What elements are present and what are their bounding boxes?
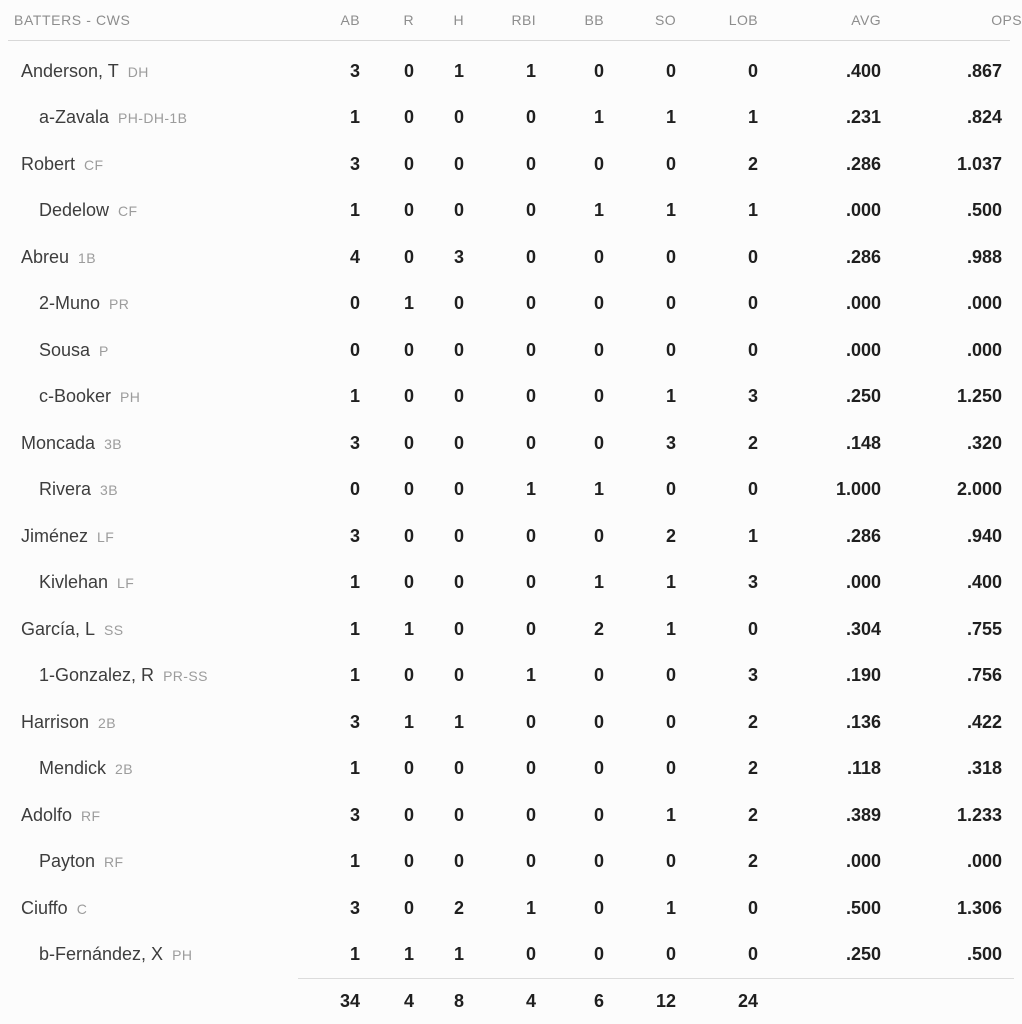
- table-title: BATTERS - CWS: [14, 12, 131, 28]
- stat-cell-ab: 1: [349, 758, 360, 779]
- player-name-link[interactable]: Robert: [21, 153, 76, 174]
- batter-row: [0, 420, 1022, 467]
- player-cell: [0, 944, 300, 965]
- stat-cell-lob: 0: [747, 60, 758, 81]
- stat-cell-bb: 0: [593, 60, 604, 81]
- stat-cell-rbi: 0: [525, 432, 536, 453]
- batter-row: [0, 932, 1022, 979]
- col-header-r: R: [403, 12, 414, 28]
- player-cell: [0, 665, 300, 686]
- stat-cell-lob: 0: [747, 897, 758, 918]
- col-header-ops: OPS: [991, 12, 1022, 28]
- player-name-link[interactable]: Anderson, T: [21, 60, 119, 81]
- player-position-label: SS: [104, 621, 124, 638]
- batter-row: [0, 188, 1022, 235]
- player-cell: [0, 898, 300, 919]
- stat-cell-bb: 1: [593, 200, 604, 221]
- stat-cell-ab: 3: [349, 525, 360, 546]
- stat-cell-h: 0: [453, 107, 464, 128]
- player-cell: [0, 107, 300, 128]
- player-position-label: CF: [84, 156, 104, 173]
- player-name-link[interactable]: Moncada: [21, 432, 96, 453]
- stat-cell-avg: 1.000: [835, 479, 881, 500]
- batter-row: [0, 746, 1022, 793]
- stat-cell-bb: 0: [593, 525, 604, 546]
- player-position-label: 2B: [98, 714, 116, 731]
- batter-row: [0, 560, 1022, 607]
- player-name-link[interactable]: Ciuffo: [21, 897, 68, 918]
- player-position-label: DH: [127, 63, 149, 80]
- stat-cell-h: 0: [453, 525, 464, 546]
- total-cell-h: 8: [453, 991, 464, 1011]
- col-header-avg: AVG: [851, 12, 881, 28]
- player-name-link[interactable]: Jiménez: [21, 525, 89, 546]
- player-name-link[interactable]: b-Fernández, X: [39, 944, 164, 965]
- player-name-link[interactable]: Abreu: [21, 246, 70, 267]
- player-position-label: PR: [109, 296, 130, 313]
- stat-cell-so: 1: [665, 200, 676, 221]
- stat-cell-ab: 3: [349, 897, 360, 918]
- stat-cell-rbi: 1: [525, 479, 536, 500]
- player-cell: [0, 758, 300, 779]
- stat-cell-avg: .304: [845, 618, 881, 639]
- stat-cell-bb: 0: [593, 386, 604, 407]
- stat-cell-h: 0: [453, 851, 464, 872]
- stat-cell-r: 0: [403, 200, 414, 221]
- stat-cell-lob: 0: [747, 479, 758, 500]
- stat-cell-h: 1: [453, 60, 464, 81]
- stat-cell-avg: .000: [845, 339, 881, 360]
- stat-cell-avg: .286: [845, 246, 881, 267]
- stat-cell-h: 0: [453, 618, 464, 639]
- stat-cell-avg: .250: [845, 386, 881, 407]
- col-header-bb: BB: [584, 12, 604, 28]
- stat-cell-so: 0: [665, 60, 676, 81]
- stat-cell-r: 0: [403, 107, 414, 128]
- stat-cell-h: 0: [453, 665, 464, 686]
- stat-cell-r: 0: [403, 386, 414, 407]
- stat-cell-rbi: 1: [525, 897, 536, 918]
- stat-cell-ops: .320: [966, 432, 1002, 453]
- stat-cell-r: 1: [403, 618, 414, 639]
- stat-cell-bb: 1: [593, 479, 604, 500]
- table-header-row: [0, 0, 1022, 40]
- stat-cell-r: 0: [403, 60, 414, 81]
- stat-cell-ab: 0: [349, 293, 360, 314]
- stat-cell-ops: .500: [966, 200, 1002, 221]
- stat-cell-so: 0: [665, 711, 676, 732]
- stat-cell-bb: 0: [593, 339, 604, 360]
- stat-cell-bb: 0: [593, 851, 604, 872]
- stat-cell-avg: .000: [845, 200, 881, 221]
- stat-cell-rbi: 0: [525, 572, 536, 593]
- stat-cell-avg: .400: [845, 60, 881, 81]
- stat-cell-rbi: 0: [525, 293, 536, 314]
- stat-cell-bb: 1: [593, 572, 604, 593]
- stat-cell-so: 0: [665, 665, 676, 686]
- stat-cell-lob: 2: [747, 804, 758, 825]
- player-position-label: 3B: [104, 435, 122, 452]
- stat-cell-r: 0: [403, 851, 414, 872]
- stat-cell-ops: .500: [966, 944, 1002, 965]
- player-position-label: PR-SS: [163, 668, 208, 685]
- batter-row: [0, 281, 1022, 328]
- total-cell-so: 12: [655, 991, 676, 1011]
- player-name-link[interactable]: 2-Muno: [39, 293, 101, 314]
- batter-row: [0, 467, 1022, 514]
- stat-cell-rbi: 0: [525, 200, 536, 221]
- player-position-label: 2B: [115, 761, 133, 778]
- stat-cell-r: 0: [403, 246, 414, 267]
- player-name-link[interactable]: Dedelow: [39, 200, 110, 221]
- stat-cell-lob: 2: [747, 851, 758, 872]
- stat-cell-ab: 1: [349, 572, 360, 593]
- col-header-lob: LOB: [728, 12, 758, 28]
- stat-cell-avg: .250: [845, 944, 881, 965]
- stat-cell-ab: 1: [349, 618, 360, 639]
- player-cell: [0, 712, 300, 733]
- stat-cell-lob: 3: [747, 386, 758, 407]
- stat-cell-r: 0: [403, 758, 414, 779]
- stat-cell-h: 1: [453, 711, 464, 732]
- batter-row: [0, 792, 1022, 839]
- stat-cell-so: 0: [665, 758, 676, 779]
- stat-cell-h: 0: [453, 572, 464, 593]
- player-cell: [0, 479, 300, 500]
- stat-cell-bb: 0: [593, 711, 604, 732]
- stat-cell-rbi: 1: [525, 60, 536, 81]
- player-cell: [0, 247, 300, 268]
- stat-cell-avg: .000: [845, 293, 881, 314]
- batter-row: [0, 653, 1022, 700]
- stat-cell-lob: 1: [747, 200, 758, 221]
- stat-cell-avg: .000: [845, 572, 881, 593]
- stat-cell-ab: 1: [349, 851, 360, 872]
- stat-cell-ops: 1.037: [956, 153, 1002, 174]
- player-position-label: LF: [117, 575, 135, 592]
- player-cell: [0, 200, 300, 221]
- player-cell: [0, 433, 300, 454]
- stat-cell-rbi: 0: [525, 246, 536, 267]
- player-name-link[interactable]: Mendick: [39, 758, 107, 779]
- player-position-label: CF: [118, 203, 138, 220]
- batter-row: [0, 606, 1022, 653]
- stat-cell-so: 0: [665, 944, 676, 965]
- stat-cell-bb: 0: [593, 246, 604, 267]
- stat-cell-lob: 1: [747, 107, 758, 128]
- player-position-label: 3B: [100, 482, 118, 499]
- player-cell: [0, 851, 300, 872]
- stat-cell-so: 3: [665, 432, 676, 453]
- stat-cell-r: 0: [403, 897, 414, 918]
- player-name-link[interactable]: Rivera: [39, 479, 92, 500]
- stat-cell-ab: 1: [349, 944, 360, 965]
- stat-cell-avg: .500: [845, 897, 881, 918]
- total-cell-r: 4: [403, 991, 414, 1011]
- stat-cell-avg: .118: [846, 758, 881, 779]
- stat-cell-rbi: 0: [525, 525, 536, 546]
- stat-cell-so: 1: [665, 386, 676, 407]
- player-name-link[interactable]: Payton: [39, 851, 96, 872]
- col-header-ab: AB: [340, 12, 360, 28]
- stat-cell-r: 1: [403, 944, 414, 965]
- stat-cell-ab: 3: [349, 804, 360, 825]
- batter-row: [0, 141, 1022, 188]
- stat-cell-bb: 0: [593, 758, 604, 779]
- player-cell: [0, 61, 300, 82]
- player-position-label: 1B: [78, 249, 96, 266]
- batters-list: [0, 41, 1022, 978]
- stat-cell-lob: 2: [747, 711, 758, 732]
- player-name-link[interactable]: Kivlehan: [39, 572, 109, 593]
- stat-cell-r: 0: [403, 804, 414, 825]
- stat-cell-ab: 0: [349, 339, 360, 360]
- player-position-label: PH-DH-1B: [118, 110, 188, 127]
- stat-cell-ops: .755: [966, 618, 1002, 639]
- stat-cell-h: 0: [453, 339, 464, 360]
- stat-cell-bb: 0: [593, 944, 604, 965]
- stat-cell-bb: 2: [593, 618, 604, 639]
- stat-cell-rbi: 0: [525, 386, 536, 407]
- stat-cell-h: 0: [453, 293, 464, 314]
- player-position-label: P: [99, 342, 109, 359]
- stat-cell-so: 1: [665, 897, 676, 918]
- stat-cell-so: 1: [665, 618, 676, 639]
- stat-cell-ab: 4: [349, 246, 360, 267]
- stat-cell-lob: 2: [747, 432, 758, 453]
- stat-cell-h: 0: [453, 200, 464, 221]
- total-cell-ab: 34: [339, 991, 360, 1011]
- stat-cell-h: 0: [453, 153, 464, 174]
- stat-cell-bb: 0: [593, 665, 604, 686]
- player-position-label: LF: [97, 528, 115, 545]
- player-cell: [0, 386, 300, 407]
- stat-cell-bb: 0: [593, 897, 604, 918]
- player-name-link[interactable]: García, L: [21, 618, 96, 639]
- stat-cell-ab: 3: [349, 432, 360, 453]
- stat-cell-avg: .286: [845, 525, 881, 546]
- batter-row: [0, 374, 1022, 421]
- stat-cell-so: 2: [665, 525, 676, 546]
- stat-cell-lob: 2: [747, 153, 758, 174]
- stat-cell-bb: 0: [593, 293, 604, 314]
- stat-cell-rbi: 0: [525, 944, 536, 965]
- stat-cell-ab: 1: [349, 665, 360, 686]
- stat-cell-so: 1: [665, 572, 676, 593]
- player-name-link[interactable]: Adolfo: [21, 804, 73, 825]
- stat-cell-r: 0: [403, 525, 414, 546]
- stat-cell-lob: 0: [747, 339, 758, 360]
- player-cell: [0, 293, 300, 314]
- stat-cell-lob: 3: [747, 665, 758, 686]
- stat-cell-ops: .318: [966, 758, 1002, 779]
- stat-cell-h: 0: [453, 386, 464, 407]
- stat-cell-bb: 0: [593, 153, 604, 174]
- stat-cell-rbi: 0: [525, 711, 536, 732]
- stat-cell-so: 1: [665, 107, 676, 128]
- player-name-link[interactable]: Harrison: [21, 711, 90, 732]
- stat-cell-so: 0: [665, 851, 676, 872]
- stat-cell-h: 0: [453, 432, 464, 453]
- stat-cell-rbi: 0: [525, 618, 536, 639]
- stat-cell-avg: .286: [845, 153, 881, 174]
- stat-cell-so: 0: [665, 153, 676, 174]
- stat-cell-r: 0: [403, 432, 414, 453]
- stat-cell-so: 1: [665, 804, 676, 825]
- totals-row: [0, 979, 1022, 1024]
- batter-row: [0, 513, 1022, 560]
- stat-cell-ab: 1: [349, 386, 360, 407]
- player-cell: [0, 340, 300, 361]
- stat-cell-ops: .867: [966, 60, 1002, 81]
- stat-cell-avg: .190: [845, 665, 881, 686]
- stat-cell-h: 1: [453, 944, 464, 965]
- stat-cell-ops: .756: [966, 665, 1002, 686]
- stat-cell-ops: .422: [966, 711, 1002, 732]
- stat-cell-rbi: 0: [525, 107, 536, 128]
- stat-cell-ops: .400: [966, 572, 1002, 593]
- stat-cell-lob: 0: [747, 293, 758, 314]
- col-header-rbi: RBI: [511, 12, 536, 28]
- stat-cell-ab: 3: [349, 711, 360, 732]
- stat-cell-ab: 3: [349, 153, 360, 174]
- stat-cell-so: 0: [665, 339, 676, 360]
- stat-cell-so: 0: [665, 246, 676, 267]
- stat-cell-avg: .136: [845, 711, 881, 732]
- player-cell: [0, 619, 300, 640]
- player-position-label: PH: [172, 947, 193, 964]
- player-cell: [0, 526, 300, 547]
- stat-cell-so: 0: [665, 293, 676, 314]
- batter-row: [0, 327, 1022, 374]
- player-cell: [0, 154, 300, 175]
- stat-cell-rbi: 0: [525, 851, 536, 872]
- player-name-link[interactable]: a-Zavala: [39, 107, 110, 128]
- total-cell-bb: 6: [593, 991, 604, 1011]
- stat-cell-lob: 3: [747, 572, 758, 593]
- player-position-label: RF: [104, 854, 124, 871]
- player-name-link[interactable]: c-Booker: [39, 386, 112, 407]
- stat-cell-h: 0: [453, 758, 464, 779]
- stat-cell-rbi: 0: [525, 804, 536, 825]
- stat-cell-bb: 0: [593, 432, 604, 453]
- stat-cell-r: 0: [403, 665, 414, 686]
- total-cell-rbi: 4: [525, 991, 536, 1011]
- stat-cell-ops: .988: [966, 246, 1002, 267]
- batter-row: [0, 885, 1022, 932]
- stat-cell-rbi: 1: [525, 665, 536, 686]
- stat-cell-rbi: 0: [525, 339, 536, 360]
- stat-cell-r: 0: [403, 339, 414, 360]
- stat-cell-lob: 0: [747, 246, 758, 267]
- stat-cell-ops: 1.233: [956, 804, 1002, 825]
- player-position-label: PH: [120, 389, 141, 406]
- stat-cell-ab: 1: [349, 107, 360, 128]
- stat-cell-ops: .824: [966, 107, 1002, 128]
- stat-cell-rbi: 0: [525, 758, 536, 779]
- stat-cell-bb: 0: [593, 804, 604, 825]
- stat-cell-ab: 0: [349, 479, 360, 500]
- player-position-label: RF: [81, 807, 101, 824]
- stat-cell-ops: .000: [966, 339, 1002, 360]
- batter-row: [0, 234, 1022, 281]
- stat-cell-so: 0: [665, 479, 676, 500]
- stat-cell-ab: 1: [349, 200, 360, 221]
- batter-row: [0, 699, 1022, 746]
- stat-cell-ops: 1.250: [956, 386, 1002, 407]
- stat-cell-ops: .000: [966, 293, 1002, 314]
- stat-cell-r: 0: [403, 479, 414, 500]
- stat-cell-lob: 1: [747, 525, 758, 546]
- player-position-label: C: [76, 900, 88, 917]
- batter-row: [0, 839, 1022, 886]
- player-cell: [0, 805, 300, 826]
- col-header-so: SO: [654, 12, 676, 28]
- stat-cell-rbi: 0: [525, 153, 536, 174]
- total-cell-lob: 24: [737, 991, 758, 1011]
- stat-cell-bb: 1: [593, 107, 604, 128]
- stat-cell-avg: .231: [845, 107, 881, 128]
- stat-cell-ops: 2.000: [956, 479, 1002, 500]
- stat-cell-avg: .389: [845, 804, 881, 825]
- player-name-link[interactable]: Sousa: [39, 339, 91, 360]
- player-name-link[interactable]: 1-Gonzalez, R: [39, 665, 155, 686]
- col-header-h: H: [453, 12, 464, 28]
- stat-cell-r: 0: [403, 572, 414, 593]
- batter-row: [0, 95, 1022, 142]
- stat-cell-h: 3: [453, 246, 464, 267]
- stat-cell-ops: 1.306: [956, 897, 1002, 918]
- stat-cell-ab: 3: [349, 60, 360, 81]
- stat-cell-lob: 0: [747, 944, 758, 965]
- stat-cell-h: 2: [453, 897, 464, 918]
- stat-cell-r: 1: [403, 711, 414, 732]
- stat-cell-lob: 0: [747, 618, 758, 639]
- stat-cell-r: 1: [403, 293, 414, 314]
- player-cell: [0, 572, 300, 593]
- stat-cell-avg: .148: [845, 432, 881, 453]
- stat-cell-h: 0: [453, 479, 464, 500]
- stat-cell-r: 0: [403, 153, 414, 174]
- stat-cell-lob: 2: [747, 758, 758, 779]
- stat-cell-ops: .940: [966, 525, 1002, 546]
- batter-row: [0, 48, 1022, 95]
- stat-cell-ops: .000: [966, 851, 1002, 872]
- stat-cell-h: 0: [453, 804, 464, 825]
- stat-cell-avg: .000: [845, 851, 881, 872]
